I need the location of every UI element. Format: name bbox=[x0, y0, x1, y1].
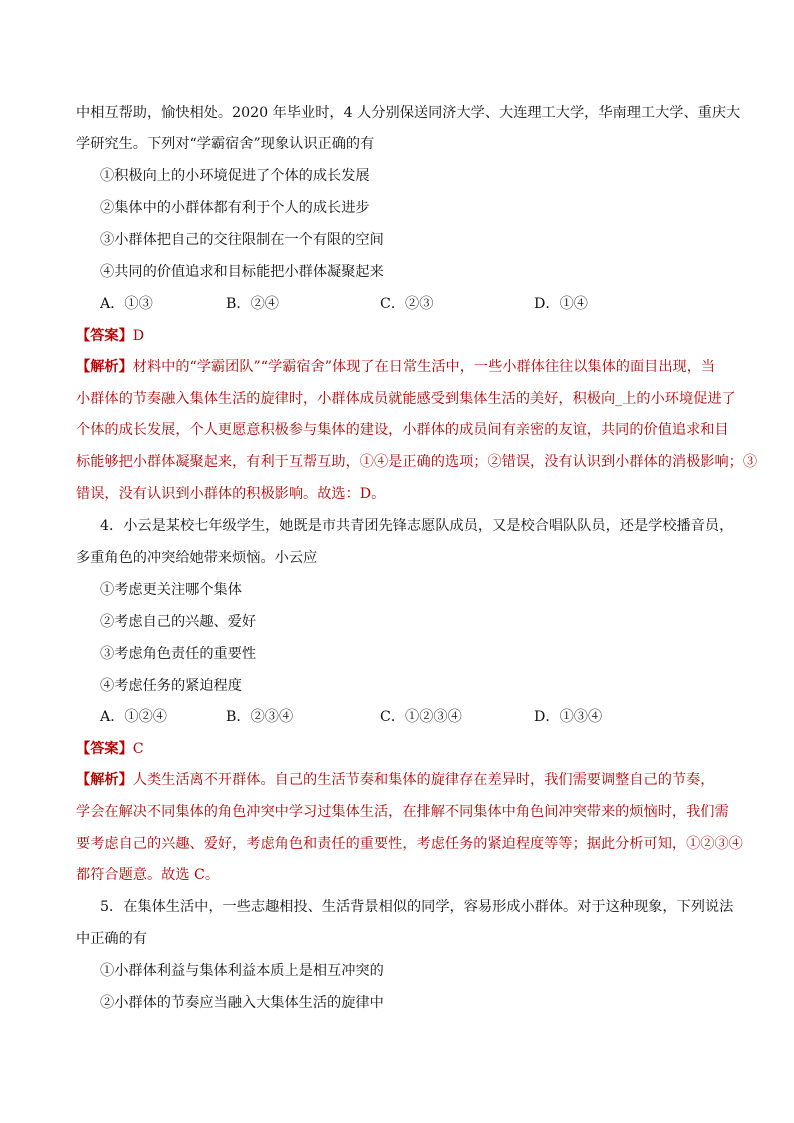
q3-analysis-line-1 bbox=[76, 357, 715, 377]
q3-option-4: ④共同的价值追求和目标能把小群体凝聚起来 bbox=[100, 264, 384, 280]
q4-stem-line-2: 多重角色的冲突给她带来烦恼。小云应 bbox=[76, 550, 318, 566]
q3-stem-line-1: 中相互帮助，愉快相处。2020 年毕业时，4 人分别保送同济大学、大连理工大学，华南理工大学、重庆大 bbox=[76, 105, 741, 121]
q3-analysis-tag: 【解析】 bbox=[76, 359, 133, 375]
q4-choices bbox=[100, 707, 700, 727]
q3-answer-tag: 【答案】 bbox=[76, 328, 133, 344]
q3-choice-a: A．①③ bbox=[100, 296, 153, 312]
q3-analysis-line-5: 错误，没有认识到小群体的积极影响。故选：D。 bbox=[76, 486, 386, 502]
q4-choice-a: A．①②④ bbox=[100, 709, 167, 725]
q3-analysis-text-1: 材料中的“学霸团队”“学霸宿舍”体现了在日常生活中，一些小群体往往以集体的面目出现，当 bbox=[132, 359, 716, 375]
q4-option-2: ②考虑自己的兴趣、爱好 bbox=[100, 614, 257, 630]
q3-analysis-line-4: 标能够把小群体凝聚起来，有利于互帮互助，①④是正确的选项；②错误，没有认识到小群体的消极影响；③ bbox=[76, 454, 758, 470]
q3-choice-b: B．②④ bbox=[226, 296, 279, 312]
q3-stem-line-2: 学研究生。下列对“学霸宿舍”现象认识正确的有 bbox=[76, 136, 375, 152]
q4-option-1: ①考虑更关注哪个集体 bbox=[100, 582, 242, 598]
q4-answer-value: C bbox=[132, 741, 144, 757]
q4-analysis-text-1: 人类生活离不开群体。自己的生活节奏和集体的旋律存在差异时，我们需要调整自己的节奏， bbox=[132, 772, 715, 788]
q4-choice-b: B．②③④ bbox=[226, 709, 294, 725]
q4-choice-c: C．①②③④ bbox=[380, 709, 462, 725]
q4-answer bbox=[76, 739, 144, 759]
q4-choice-d: D．①③④ bbox=[534, 709, 603, 725]
q3-analysis-line-2: 小群体的节奏融入集体生活的旋律时，小群体成员就能感受到集体生活的美好，积极向_上的小环境促进了 bbox=[76, 391, 736, 407]
q4-analysis-line-1 bbox=[76, 770, 714, 790]
q4-answer-tag: 【答案】 bbox=[76, 741, 133, 757]
q4-analysis-line-3: 要考虑自己的兴趣、爱好，考虑角色和责任的重要性，考虑任务的紧迫程度等等；据此分析可知，①②③④ bbox=[76, 836, 743, 852]
q3-answer-value: D bbox=[132, 328, 145, 344]
q4-analysis-line-4: 都符合题意。故选 C。 bbox=[76, 867, 220, 883]
q3-option-1: ①积极向上的小环境促进了个体的成长发展 bbox=[100, 168, 370, 184]
q5-option-1: ①小群体利益与集体利益本质上是相互冲突的 bbox=[100, 963, 384, 979]
q3-option-3: ③小群体把自己的交往限制在一个有限的空间 bbox=[100, 232, 384, 248]
q5-stem-line-2: 中正确的有 bbox=[76, 931, 147, 947]
q3-analysis-line-3: 个体的成长发展，个人更愿意积极参与集体的建设，小群体的成员间有亲密的友谊，共同的价值追求和目 bbox=[76, 422, 729, 438]
q3-choice-c: C．②③ bbox=[380, 296, 434, 312]
q4-analysis-line-2: 学会在解决不同集体的角色冲突中学习过集体生活，在排解不同集体中角色间冲突带来的烦恼时，我们需 bbox=[76, 804, 729, 820]
q3-choices bbox=[100, 294, 700, 314]
q3-choice-d: D．①④ bbox=[534, 296, 588, 312]
q5-option-2: ②小群体的节奏应当融入大集体生活的旋律中 bbox=[100, 995, 384, 1011]
q3-option-2: ②集体中的小群体都有利于个人的成长进步 bbox=[100, 200, 370, 216]
q5-stem-line-1: 5．在集体生活中，一些志趣相投、生活背景相似的同学，容易形成小群体。对于这种现象，下列说法 bbox=[100, 899, 734, 915]
q4-stem-line-1: 4．小云是某校七年级学生，她既是市共青团先锋志愿队成员，又是校合唱队队员，还是学校播音员， bbox=[100, 518, 734, 534]
q3-answer bbox=[76, 326, 144, 346]
q4-analysis-tag: 【解析】 bbox=[76, 772, 133, 788]
q4-option-3: ③考虑角色责任的重要性 bbox=[100, 646, 257, 662]
q4-option-4: ④考虑任务的紧迫程度 bbox=[100, 678, 242, 694]
